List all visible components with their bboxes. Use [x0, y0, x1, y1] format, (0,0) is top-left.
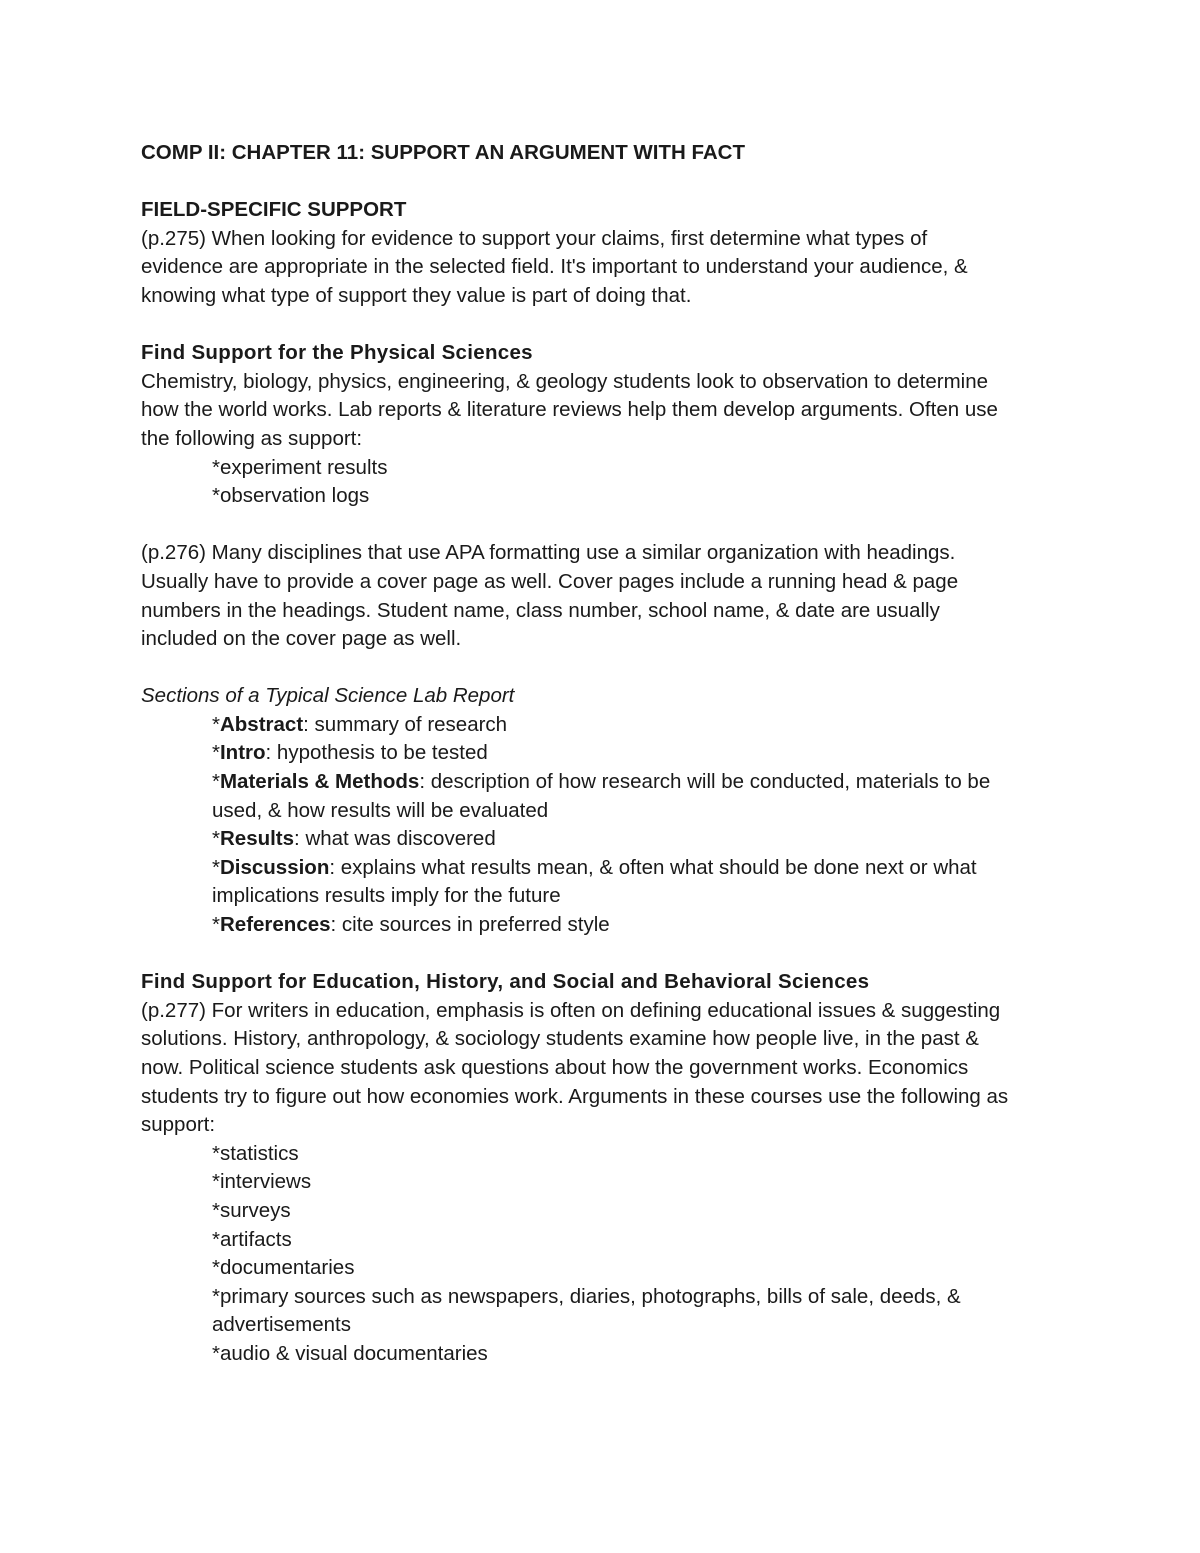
spacer	[141, 168, 1071, 197]
list-item: *audio & visual documentaries	[212, 1341, 488, 1365]
section-desc-continued: used, & how results will be evaluated	[212, 798, 549, 822]
section-desc: : cite sources in preferred style	[330, 913, 610, 937]
paragraph-line: now. Political science students ask questions about how the government works. Economics	[141, 1056, 969, 1079]
section-term: Results	[219, 827, 295, 851]
bullet-star: *	[212, 712, 220, 736]
lab-section-materials-methods	[141, 768, 1071, 797]
paragraph-line: Chemistry, biology, physics, engineering, & geology students look to observation to determine	[141, 369, 989, 393]
lab-section-references	[141, 911, 1071, 940]
bullet-star: *	[212, 827, 220, 851]
section-term: Discussion	[219, 855, 330, 879]
paragraph-line: students try to figure out how economies work. Arguments in these courses use the following as	[141, 1084, 1009, 1108]
section-desc: : hypothesis to be tested	[265, 741, 488, 765]
list-item: *observation logs	[212, 484, 370, 508]
bullet-star: *	[212, 855, 220, 879]
lab-section-intro	[141, 739, 1071, 768]
list-item-continued: advertisements	[212, 1313, 352, 1337]
list-item: *interviews	[212, 1170, 312, 1194]
paragraph-line: (p.277) For writers in education, emphasis is often on defining educational issues & suggesting	[141, 998, 1001, 1022]
paragraph-line: (p.276) Many disciplines that use APA formatting use a similar organization with headings.	[141, 541, 956, 565]
heading-physical-sciences: Find Support for the Physical Sciences	[141, 341, 533, 365]
document-page	[141, 139, 1071, 1369]
section-desc: : description of how research will be conducted, materials to be	[419, 770, 991, 794]
list-item: *surveys	[212, 1198, 291, 1222]
list-item: *experiment results	[212, 455, 388, 479]
spacer	[141, 311, 1071, 340]
paragraph-line: knowing what type of support they value is part of doing that.	[141, 283, 692, 307]
section-term: Abstract	[219, 712, 304, 736]
document-title: COMP II: CHAPTER 11: SUPPORT AN ARGUMENT WITH FACT	[141, 141, 746, 164]
section-desc: : summary of research	[303, 712, 508, 736]
paragraph-line: (p.275) When looking for evidence to support your claims, first determine what types of	[141, 226, 928, 250]
lab-section-discussion	[141, 854, 1071, 883]
list-item: *documentaries	[212, 1256, 355, 1280]
paragraph-line: numbers in the headings. Student name, class number, school name, & date are usually	[141, 598, 940, 622]
section-desc: : what was discovered	[294, 827, 496, 851]
section-term: References	[219, 913, 331, 937]
paragraph-line: Usually have to provide a cover page as well. Cover pages include a running head & page	[141, 569, 959, 593]
lab-section-abstract	[141, 711, 1071, 740]
list-item: *artifacts	[212, 1227, 292, 1251]
paragraph-line: evidence are appropriate in the selected field. It's important to understand your audience, &	[141, 255, 968, 279]
lab-section-results	[141, 825, 1071, 854]
paragraph-line: how the world works. Lab reports & literature reviews help them develop arguments. Often use	[141, 398, 998, 422]
heading-social-sciences: Find Support for Education, History, and Social and Behavioral Sciences	[141, 970, 870, 994]
paragraph-line: solutions. History, anthropology, & sociology students examine how people live, in the past &	[141, 1027, 979, 1051]
section-desc: : explains what results mean, & often what should be done next or what	[329, 855, 977, 879]
spacer	[141, 940, 1071, 969]
bullet-star: *	[212, 741, 220, 765]
paragraph-line: support:	[141, 1113, 216, 1137]
section-term: Materials & Methods	[219, 770, 420, 794]
spacer	[141, 511, 1071, 540]
heading-lab-report-sections: Sections of a Typical Science Lab Report	[141, 684, 515, 708]
section-desc-continued: implications results imply for the future	[212, 884, 561, 908]
bullet-star: *	[212, 770, 220, 794]
paragraph-line: the following as support:	[141, 426, 363, 450]
paragraph-line: included on the cover page as well.	[141, 627, 462, 651]
bullet-star: *	[212, 913, 220, 937]
heading-field-specific-support: FIELD-SPECIFIC SUPPORT	[141, 198, 407, 222]
section-term: Intro	[219, 741, 266, 765]
list-item: *primary sources such as newspapers, diaries, photographs, bills of sale, deeds, &	[212, 1284, 961, 1308]
list-item: *statistics	[212, 1141, 299, 1165]
spacer	[141, 654, 1071, 683]
